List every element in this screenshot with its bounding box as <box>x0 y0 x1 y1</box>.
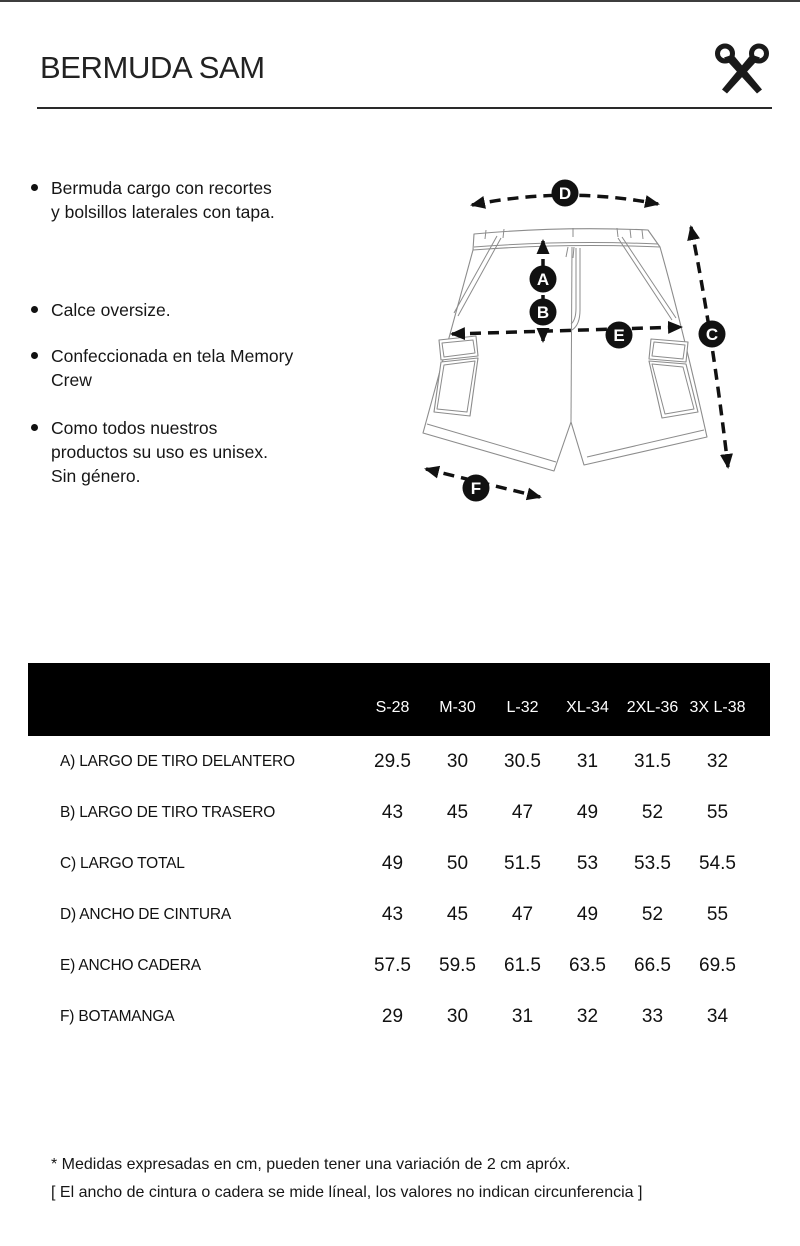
size-table-header <box>28 663 770 736</box>
feature-text: Calce oversize. <box>51 300 171 320</box>
measurement-value: 55 <box>706 903 729 925</box>
feature-item <box>31 298 331 322</box>
measurement-value: 49 <box>576 903 599 925</box>
measurement-value: 53.5 <box>634 852 671 874</box>
size-column-header: S-28 <box>375 699 410 716</box>
measurement-value: 47 <box>511 801 534 823</box>
measurement-value: 31 <box>576 750 599 772</box>
table-row <box>28 940 770 991</box>
measurement-value: 31.5 <box>634 750 671 772</box>
measurement-label: C) LARGO TOTAL <box>60 854 185 872</box>
feature-item <box>31 176 331 224</box>
bullet-icon <box>31 306 38 313</box>
title-divider <box>37 107 772 109</box>
shorts-drawing <box>423 228 707 471</box>
measurement-value: 30 <box>446 750 469 772</box>
measurement-value: 33 <box>641 1005 664 1027</box>
page-title: BERMUDA SAM <box>40 50 265 85</box>
feature-list <box>31 176 331 488</box>
mark-D-letter: D <box>558 184 572 203</box>
top-border-rule <box>0 0 800 2</box>
measurement-value: 47 <box>511 903 534 925</box>
measurement-value: 30.5 <box>504 750 541 772</box>
bullet-icon <box>31 184 38 191</box>
measurement-label: E) ANCHO CADERA <box>60 956 201 974</box>
feature-item <box>31 416 331 488</box>
table-row <box>28 838 770 889</box>
measurement-value: 57.5 <box>374 954 411 976</box>
left-cargo-pocket <box>434 336 478 416</box>
measurement-value: 69.5 <box>699 954 736 976</box>
mark-C-letter: C <box>705 325 719 344</box>
table-row <box>28 889 770 940</box>
measurement-value: 29.5 <box>374 750 411 772</box>
measurement-value: 53 <box>576 852 599 874</box>
size-column-header: M-30 <box>439 699 476 716</box>
measurement-value: 49 <box>381 852 404 874</box>
mark-A-letter: A <box>536 270 550 289</box>
measurement-value: 61.5 <box>504 954 541 976</box>
footnotes <box>51 1151 642 1206</box>
measurement-value: 66.5 <box>634 954 671 976</box>
size-column-header: XL-34 <box>566 699 609 716</box>
table-row <box>28 787 770 838</box>
feature-text: Como todos nuestros productos su uso es unisex. Sin género. <box>51 418 268 486</box>
measurement-value: 30 <box>446 1005 469 1027</box>
footnote-measure-variation: * Medidas expresadas en cm, pueden tener una variación de 2 cm apróx. <box>51 1156 571 1173</box>
scissors-icon <box>712 42 772 98</box>
size-column-header: L-32 <box>506 699 539 716</box>
bullet-icon <box>31 352 38 359</box>
measurement-value: 52 <box>641 801 664 823</box>
measurement-value: 52 <box>641 903 664 925</box>
size-column-header: 3X L-38 <box>689 699 746 716</box>
measurement-value: 32 <box>576 1005 599 1027</box>
measurement-value: 45 <box>446 903 469 925</box>
measurement-value: 54.5 <box>699 852 736 874</box>
measurement-value: 63.5 <box>569 954 606 976</box>
mark-B-letter: B <box>536 303 550 322</box>
size-column-header: 2XL-36 <box>626 699 679 716</box>
mark-F-letter: F <box>470 479 482 498</box>
measurement-label: D) ANCHO DE CINTURA <box>60 905 232 923</box>
measurement-value: 59.5 <box>439 954 476 976</box>
measurement-value: 49 <box>576 801 599 823</box>
measurement-label: A) LARGO DE TIRO DELANTERO <box>60 752 295 770</box>
bullet-icon <box>31 424 38 431</box>
measurement-value: 51.5 <box>504 852 541 874</box>
measurement-value: 45 <box>446 801 469 823</box>
measurement-value: 29 <box>381 1005 404 1027</box>
size-table-rows <box>28 736 770 1042</box>
measurement-value: 32 <box>706 750 729 772</box>
table-row <box>28 991 770 1042</box>
measurement-value: 50 <box>446 852 469 874</box>
measurement-value: 55 <box>706 801 729 823</box>
measurement-value: 43 <box>381 903 404 925</box>
feature-text: Confeccionada en tela Memory Crew <box>51 346 294 390</box>
measurement-label: F) BOTAMANGA <box>60 1007 175 1025</box>
feature-item <box>31 344 331 392</box>
measurement-value: 31 <box>511 1005 534 1027</box>
measurement-value: 34 <box>706 1005 729 1027</box>
measurement-label: B) LARGO DE TIRO TRASERO <box>60 803 276 821</box>
mark-E-letter: E <box>613 326 625 345</box>
table-row <box>28 736 770 787</box>
feature-text: Bermuda cargo con recortes y bolsillos laterales con tapa. <box>51 178 275 222</box>
measurement-value: 43 <box>381 801 404 823</box>
shorts-measurement-diagram <box>410 160 800 515</box>
size-table <box>28 663 770 1042</box>
footnote-linear-measure: [ El ancho de cintura o cadera se mide líneal, los valores no indican circunferencia ] <box>51 1183 643 1201</box>
